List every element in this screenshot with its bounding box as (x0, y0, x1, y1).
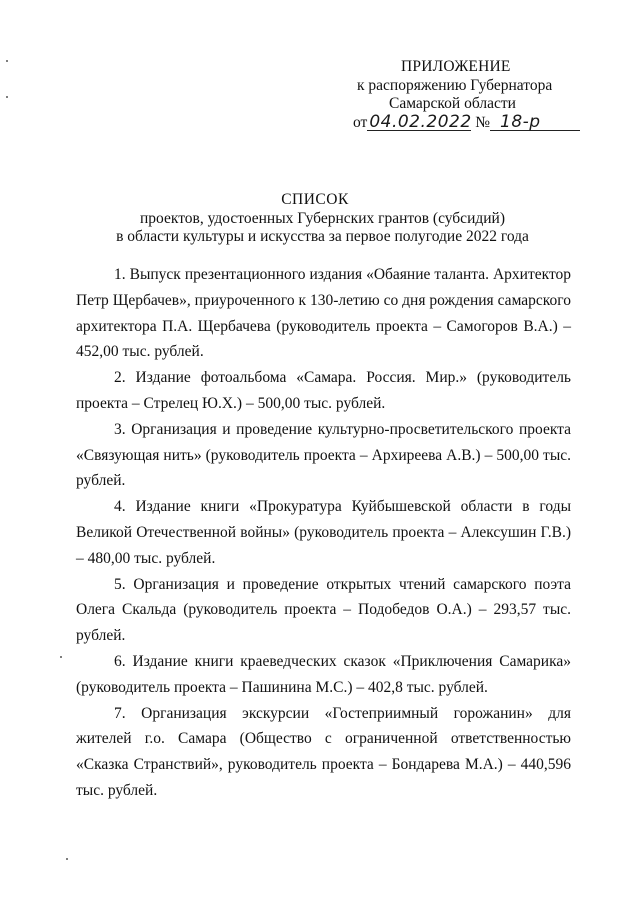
scan-speck (6, 60, 8, 62)
item-text: Организация и проведение открытых чтений самарского поэта Олега Скальда (руководитель проекта – Подобедов О.А.) – 293,57 тыс. рублей. (76, 575, 571, 645)
list-subtitle-line-1: проектов, удостоенных Губернских грантов (субсидий) (140, 209, 505, 227)
scan-speck (66, 858, 68, 860)
item-number: 5. (114, 575, 126, 593)
appendix-date-number-line (353, 114, 580, 133)
item-number: 4. (114, 498, 126, 516)
number-sign: № (475, 114, 490, 131)
date-prefix: от (353, 114, 368, 131)
handwritten-number: 18-р (490, 114, 580, 131)
list-item (76, 701, 571, 804)
scan-speck (60, 656, 62, 658)
list-title: СПИСОК (281, 191, 349, 208)
item-number: 6. (114, 652, 126, 670)
appendix-reference-line: к распоряжению Губернатора (357, 77, 553, 94)
list-subtitle-line-2: в области культуры и искусства за первое полугодие 2022 года (116, 228, 529, 245)
item-text: Издание книги «Прокуратура Куйбышевской области в годы Великой Отечественной войны» (руководитель проекта – Алексушин Г.В.) – 480,00 тыс. рублей. (76, 498, 572, 567)
item-text: Организация и проведение культурно-просветительского проекта «Связующая нить» (руководитель проекта – Архиреева А.В.) – 500,00 тыс. рублей. (76, 420, 571, 490)
item-text: Издание фотоальбома «Самара. Россия. Мир.» (руководитель проекта – Стрелец Ю.Х.) – 500,00 тыс. рублей. (76, 369, 572, 412)
scan-speck (6, 96, 8, 98)
item-text: Издание книги краеведческих сказок «Приключения Самарика» (руководитель проекта – Пашинина М.С.) – 402,8 тыс. рублей. (76, 652, 572, 696)
handwritten-date: 04.02.2022 (369, 112, 472, 132)
list-item (76, 649, 571, 701)
item-number: 7. (114, 704, 126, 722)
item-number: 3. (114, 420, 126, 438)
list-item (76, 417, 571, 494)
item-number: 1. (114, 266, 126, 283)
list-item (76, 262, 571, 365)
appendix-region-line: Самарской области (389, 95, 516, 112)
item-text: Организация экскурсии «Гостеприимный горожанин» для жителей г.о. Самара (Общество с ограниченной ответственностью «Сказка Странствий», руководитель проекта – Бондарева М.А.) – 440,596 тыс. рублей. (76, 704, 571, 799)
projects-list (76, 262, 571, 804)
appendix-title: ПРИЛОЖЕНИЕ (401, 58, 511, 75)
list-item (76, 365, 571, 417)
item-number: 2. (114, 369, 126, 387)
list-item (76, 572, 571, 649)
item-text: Выпуск презентационного издания «Обаяние таланта. Архитектор Петр Щербачев», приуроченного к 130-летию со дня рождения самарского архитектора П.А. Щербачева (руководитель проекта – Самогоров В.А.) – 452,00 тыс. рублей. (76, 266, 572, 361)
list-title-block (0, 191, 640, 247)
list-item (76, 494, 571, 571)
